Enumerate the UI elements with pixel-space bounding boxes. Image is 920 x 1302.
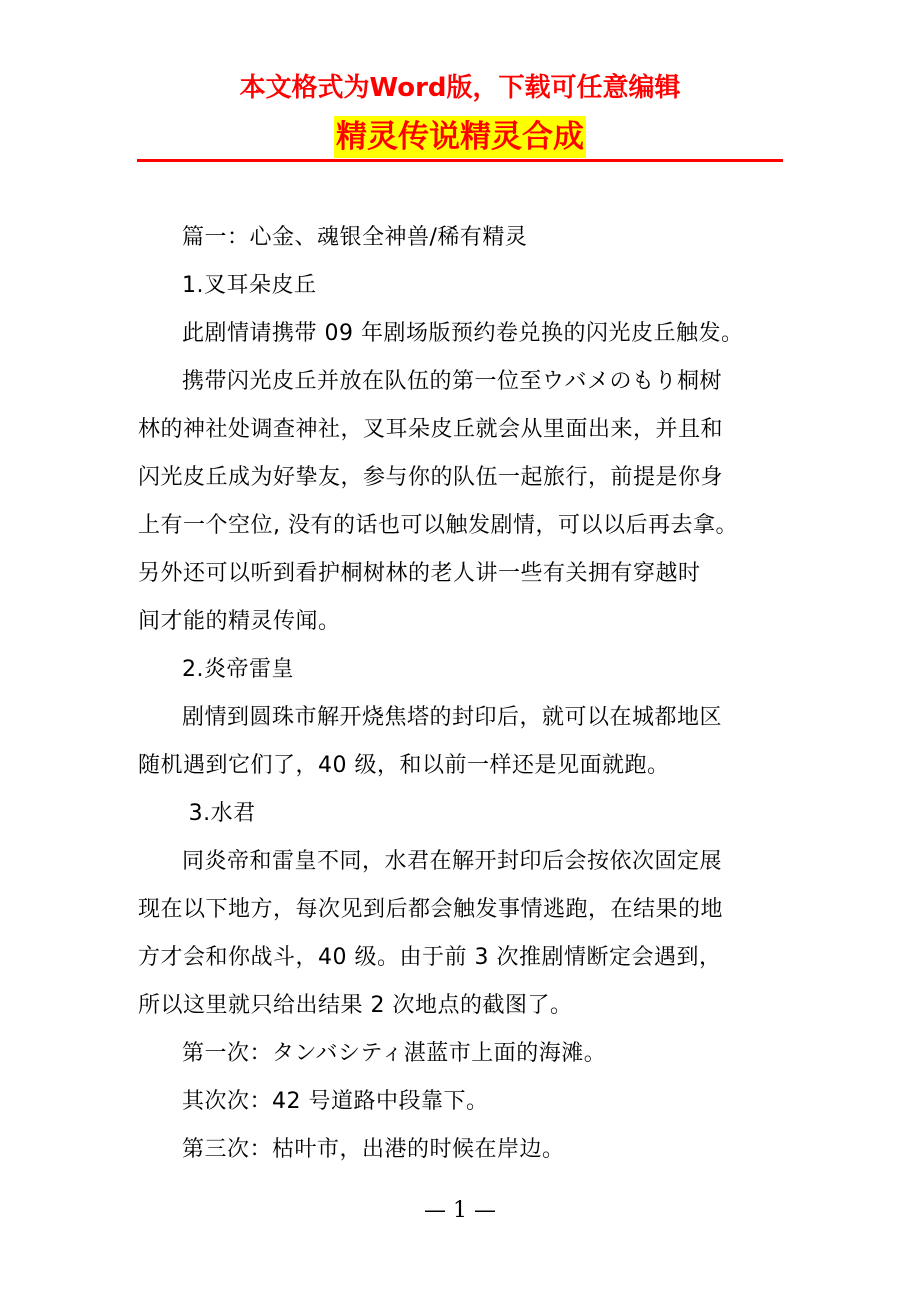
document-title: 精灵传说精灵合成	[334, 116, 586, 158]
body-line: 方才会和你战斗，40 级。由于前 3 次推剧情断定会遇到，	[138, 945, 722, 970]
body-line: 所以这里就只给出结果 2 次地点的截图了。	[138, 993, 573, 1018]
body-line: 携带闪光皮丘并放在队伍的第一位至ウバメのもり桐树	[182, 369, 723, 394]
body-line: 现在以下地方，每次见到后都会触发事情逃跑，在结果的地	[138, 897, 724, 922]
body-line: 第一次：タンバシティ湛蓝市上面的海滩。	[182, 1041, 607, 1066]
page-number: — 1 —	[424, 1198, 496, 1223]
body-line: 2.炎帝雷皇	[182, 657, 294, 682]
body-line: 同炎帝和雷皇不同，水君在解开封印后会按依次固定展	[182, 849, 723, 874]
body-line: 另外还可以听到看护桐树林的老人讲一些有关拥有穿越时	[138, 561, 701, 586]
header-rule	[137, 159, 783, 162]
body-line: 上有一个空位, 没有的话也可以触发剧情，可以以后再去拿。	[138, 513, 738, 538]
document-banner: 本文格式为Word版，下载可任意编辑	[239, 73, 681, 103]
body-line: 篇一：心金、魂银全神兽/稀有精灵	[182, 225, 528, 250]
body-line: 第三次：枯叶市，出港的时候在岸边。	[182, 1137, 565, 1162]
body-line: 间才能的精灵传闻。	[138, 609, 341, 634]
body-line: 3.水君	[188, 801, 256, 826]
body-line: 此剧情请携带 09 年剧场版预约卷兑换的闪光皮丘触发。	[182, 321, 744, 346]
body-line: 1.叉耳朵皮丘	[182, 273, 317, 298]
body-line: 林的神社处调查神社，叉耳朵皮丘就会从里面出来，并且和	[138, 417, 724, 442]
body-line: 闪光皮丘成为好挚友，参与你的队伍一起旅行，前提是你身	[138, 465, 724, 490]
document-body	[138, 214, 798, 1174]
body-line: 随机遇到它们了，40 级，和以前一样还是见面就跑。	[138, 753, 670, 778]
title-container	[0, 116, 920, 158]
body-line: 其次次：42 号道路中段靠下。	[182, 1089, 489, 1114]
body-line: 剧情到圆珠市解开烧焦塔的封印后，就可以在城都地区	[182, 705, 723, 730]
